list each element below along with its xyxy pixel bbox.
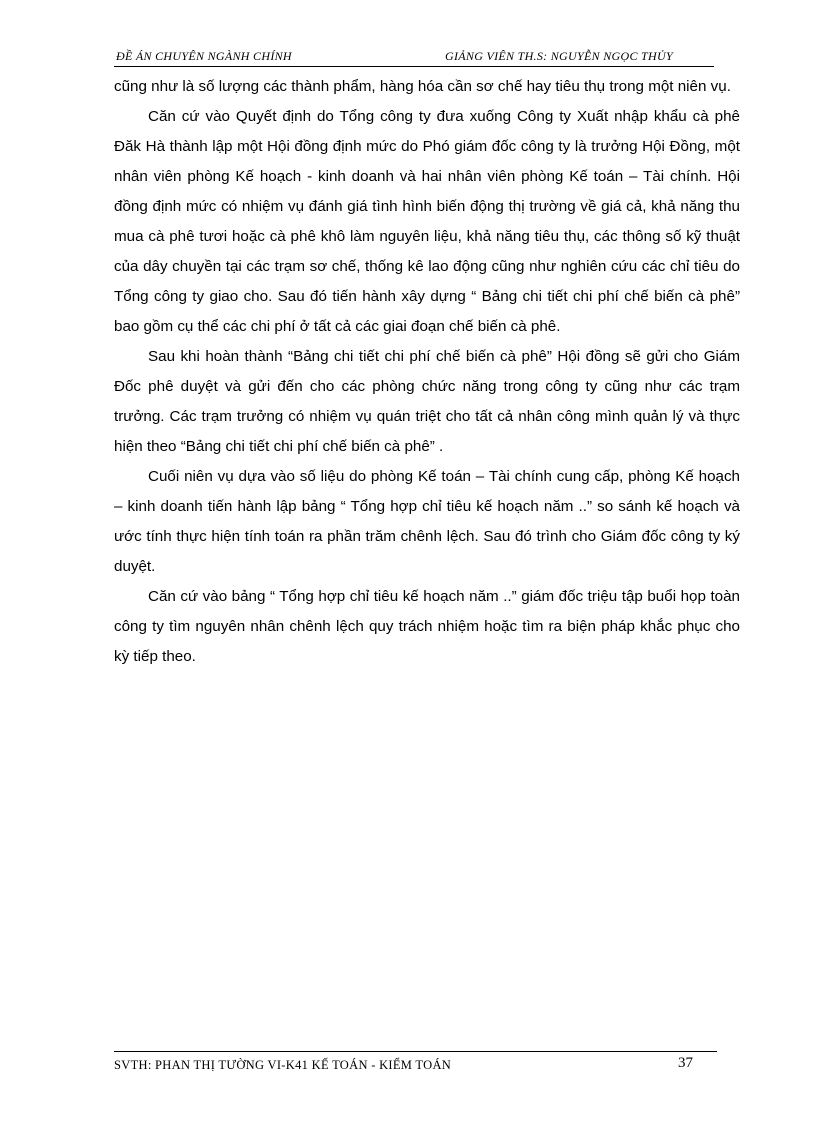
page-number: 37 xyxy=(678,1055,693,1071)
footer-author: SVTH: PHAN THỊ TƯỜNG VI-K41 KẾ TOÁN - KIỂM TOÁN xyxy=(114,1058,452,1072)
paragraph: Cuối niên vụ dựa vào số liệu do phòng Kế toán – Tài chính cung cấp, phòng Kế hoạch – kinh doanh tiến hành lập bảng “ Tổng hợp chỉ tiêu kế hoạch năm ..” so sánh kế hoạch và ước tính thực hiện tính toán ra phần trăm chênh lệch. Sau đó trình cho Giám đốc công ty ký duyệt. xyxy=(114,468,740,575)
header-right-title: GIẢNG VIÊN TH.S: NGUYỄN NGỌC THỦY xyxy=(445,49,673,63)
paragraph: Sau khi hoàn thành “Bảng chi tiết chi phí chế biến cà phê” Hội đồng sẽ gửi cho Giám Đốc phê duyệt và gửi đến cho các phòng chức năng trong công ty cũng như các trạm trưởng. Các trạm trưởng có nhiệm vụ quán triệt cho tất cả nhân công mình quản lý và thực hiện theo “Bảng chi tiết chi phí chế biến cà phê” . xyxy=(114,348,740,455)
document-body xyxy=(114,72,740,672)
paragraph: cũng như là số lượng các thành phẩm, hàng hóa cần sơ chế hay tiêu thụ trong một niên vụ. xyxy=(114,78,731,95)
page-header xyxy=(114,48,714,67)
paragraph: Căn cứ vào bảng “ Tổng hợp chỉ tiêu kế hoạch năm ..” giám đốc triệu tập buổi họp toàn công ty tìm nguyên nhân chênh lệch quy trách nhiệm hoặc tìm ra biện pháp khắc phục cho kỳ tiếp theo. xyxy=(114,588,740,665)
paragraph: Căn cứ vào Quyết định do Tổng công ty đưa xuống Công ty Xuất nhập khẩu cà phê Đăk Hà thành lập một Hội đồng định mức do Phó giám đốc công ty là trưởng Hội Đồng, một nhân viên phòng Kế hoạch - kinh doanh và hai nhân viên phòng Kế toán – Tài chính. Hội đồng định mức có nhiệm vụ đánh giá tình hình biến động thị trường về giá cả, khả năng thu mua cà phê tươi hoặc cà phê khô làm nguyên liệu, khả năng tiêu thụ, các thông số kỹ thuật của dây chuyền tại các trạm sơ chế, thống kê lao động cũng như nghiên cứu các chỉ tiêu do Tổng công ty giao cho. Sau đó tiến hành xây dựng “ Bảng chi tiết chi phí chế biến cà phê” bao gồm cụ thể các chi phí ở tất cả các giai đoạn chế biến cà phê. xyxy=(114,108,740,335)
footer-divider xyxy=(114,1051,717,1052)
header-left-title: ĐỀ ÁN CHUYÊN NGÀNH CHÍNH xyxy=(116,49,292,63)
